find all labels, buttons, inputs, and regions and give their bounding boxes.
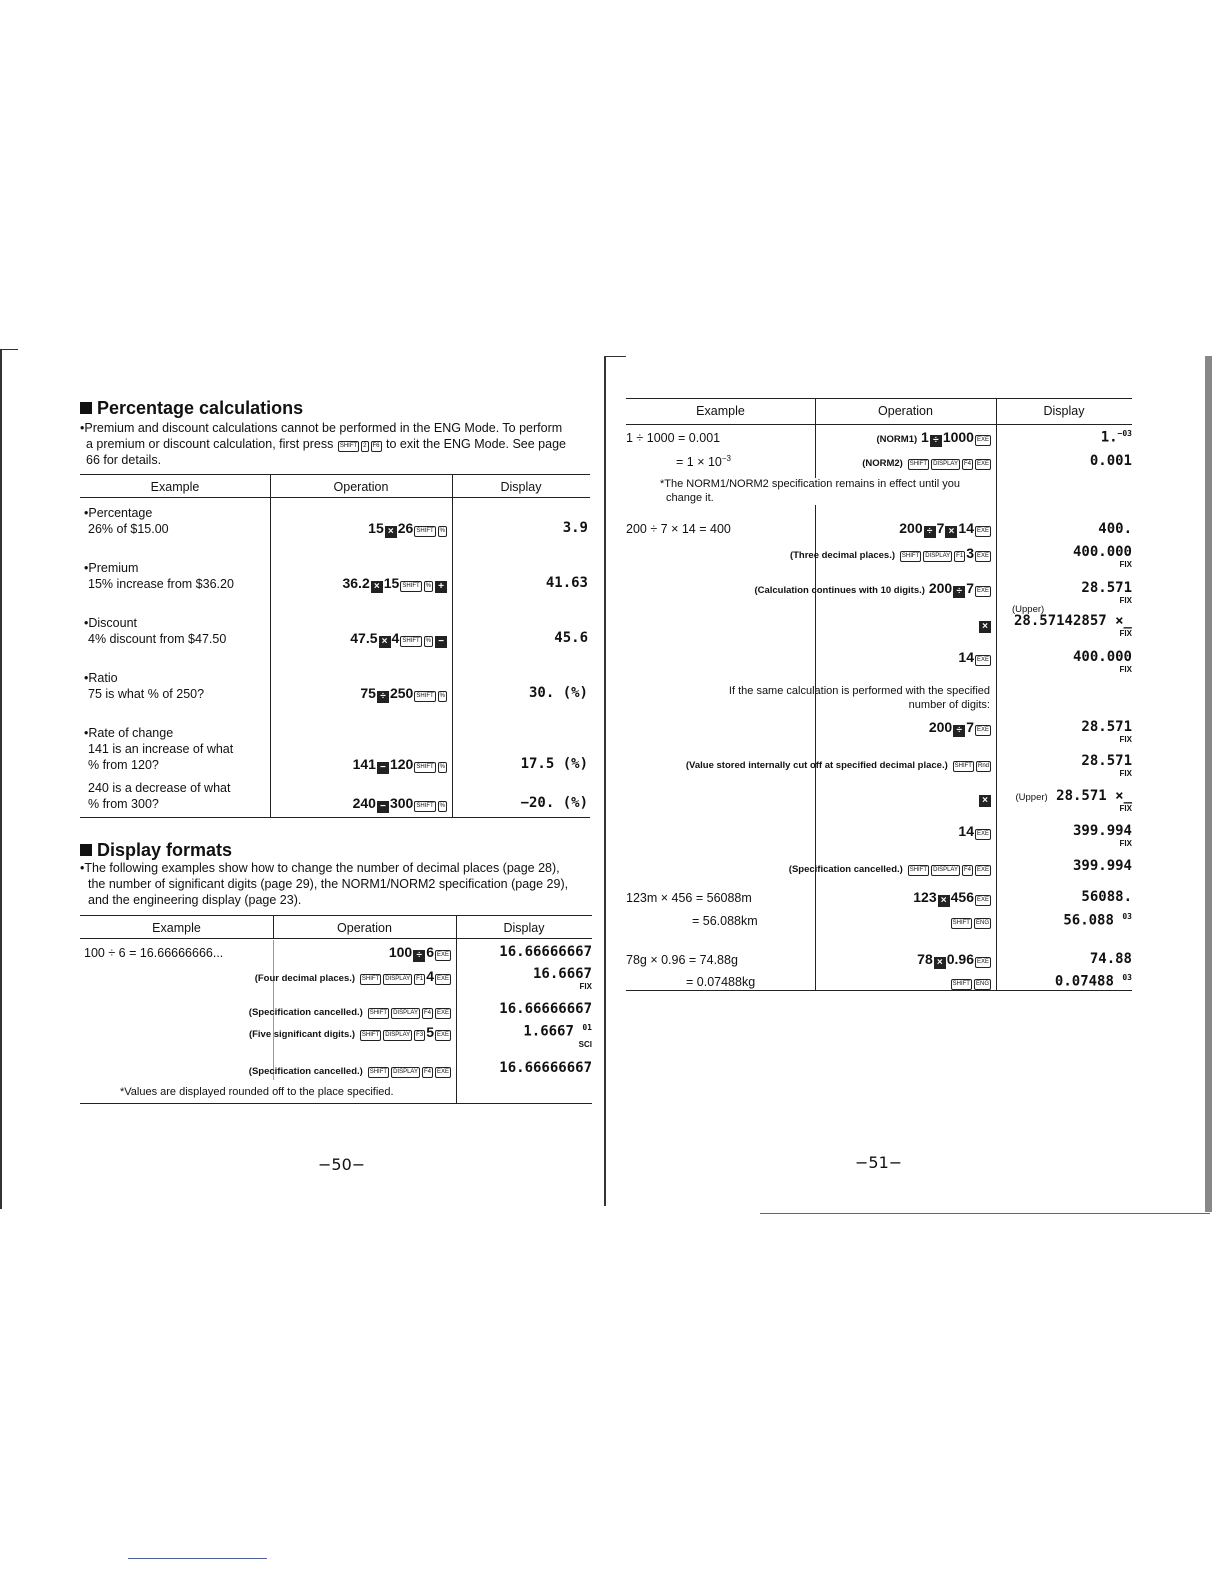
r9-display: 28.571 FIX	[1081, 753, 1132, 778]
right-bottom-edge	[760, 1213, 1210, 1214]
r16-operation: SHIFT ENG	[818, 973, 992, 990]
left-page-number: −50−	[318, 1155, 366, 1174]
r5-display: 28.571 FIX	[1081, 580, 1132, 605]
pct-example-text: 26% of $15.00	[88, 522, 169, 536]
bottom-blue-line	[128, 1558, 267, 1559]
r14-example: = 56.088km	[692, 914, 758, 928]
r1-operation: (NORM1) 1 ÷ 1000 EXE	[876, 429, 989, 446]
fmt-disp-3: 1.6667 $^{01}$ SCI	[523, 1023, 592, 1049]
r6-display: 28.57142857 ×_ FIX	[1013, 613, 1132, 638]
r3-display: 400.	[1098, 521, 1132, 537]
pct-display: 3.9	[562, 520, 588, 536]
left-page-edge	[0, 349, 2, 1209]
premium-example-text: 15% increase from $36.20	[88, 577, 234, 591]
fmt-op-1: (Four decimal places.) SHIFT DISPLAY F1 4 EXE	[254, 968, 449, 984]
same-calc-note-a: If the same calculation is performed with the specified	[728, 685, 990, 697]
fmt-disp-4: 16.66666667	[499, 1060, 592, 1076]
r6-operation: ×	[818, 615, 992, 633]
decrease-display: −20. (%)	[520, 795, 588, 811]
same-calc-note-b: number of digits:	[908, 699, 990, 711]
ratio-example-title: •Ratio	[84, 671, 118, 685]
r5-operation: (Calculation continues with 10 digits.) 200 ÷ 7 EXE	[754, 580, 989, 597]
r2-operation: (NORM2) SHIFT DISPLAY F4 EXE	[862, 458, 989, 469]
r10-display: (Upper) 28.571 ×_ FIX	[1015, 788, 1132, 813]
r8-display: 28.571 FIX	[1081, 719, 1132, 744]
decrease-example-text1: 240 is a decrease of what	[88, 781, 231, 795]
discount-display: 45.6	[554, 630, 588, 646]
premium-operation: 36.2 × 15 SHIFT % +	[272, 575, 448, 593]
r7-display: 400.000 FIX	[1072, 649, 1132, 674]
r12-operation: (Specification cancelled.) SHIFT DISPLAY F4 EXE	[788, 864, 989, 875]
r14-display: 56.088 $^{03}$	[1063, 912, 1132, 929]
fmt-op-2: (Specification cancelled.) SHIFT DISPLAY F4 EXE	[248, 1007, 449, 1018]
r2-display: 0.001	[1089, 453, 1132, 469]
norm-note-a: *The NORM1/NORM2 specification remains in effect until you	[660, 478, 960, 490]
r14-operation: SHIFT ENG	[818, 912, 992, 929]
decrease-operation: 240 − 300 SHIFT %	[352, 795, 445, 812]
pct-header-operation: Operation	[333, 480, 389, 494]
right-page-number: −51−	[855, 1153, 903, 1172]
fmt-disp-2: 16.66666667	[499, 1001, 592, 1017]
fmt-op-4: (Specification cancelled.) SHIFT DISPLAY F4 EXE	[248, 1066, 449, 1077]
premium-example-title: •Premium	[84, 561, 139, 575]
r-header-example: Example	[696, 404, 745, 418]
fmt-op-0: 100 ÷ 6 EXE	[388, 944, 449, 961]
fmt-header-example: Example	[152, 921, 201, 935]
fmt-example: 100 ÷ 6 = 16.66666666...	[84, 946, 224, 960]
change-example-text1: 141 is an increase of what	[88, 742, 234, 756]
display-formats-heading: Display formats	[80, 840, 232, 861]
r12-display: 399.994	[1072, 858, 1132, 874]
r15-example: 78g × 0.96 = 74.88g	[626, 953, 738, 967]
r6-upper: (Upper)	[1012, 604, 1045, 615]
change-example-text2: % from 120?	[88, 758, 159, 772]
norm-note-b: change it.	[666, 492, 714, 504]
pct-operation: 15 × 26 SHIFT %	[368, 520, 445, 537]
r15-display: 74.88	[1089, 951, 1132, 967]
gutter-edge	[604, 356, 606, 1206]
discount-example-text: 4% discount from $47.50	[88, 632, 227, 646]
percentage-note: •Premium and discount calculations cannot be performed in the ENG Mode. To perform a premium or discount calculation, first press SHIFT 2 F6 to exit the ENG Mode. See page 66 for details.	[80, 421, 566, 467]
gutter-corner	[604, 356, 626, 357]
r15-operation: 78 × 0.96 EXE	[917, 951, 989, 968]
r7-operation: 14 EXE	[958, 649, 989, 665]
change-display: 17.5 (%)	[520, 756, 588, 772]
r13-operation: 123 × 456 EXE	[913, 889, 989, 906]
right-page-edge	[1205, 356, 1212, 1212]
r9-operation: (Value stored internally cut off at specified decimal place.) SHIFT Rnd	[685, 760, 989, 771]
r8-operation: 200 ÷ 7 EXE	[928, 719, 989, 736]
r3-example: 200 ÷ 7 × 14 = 400	[626, 522, 731, 536]
left-page-corner	[0, 349, 18, 350]
r3-operation: 200 ÷ 7 × 14 EXE	[899, 520, 989, 537]
r11-operation: 14 EXE	[958, 823, 989, 839]
r-header-operation: Operation	[878, 404, 933, 418]
r10-operation: ×	[818, 789, 992, 807]
fmt-disp-1: 16.6667 FIX	[532, 966, 592, 991]
ratio-example-text: 75 is what % of 250?	[88, 687, 205, 701]
fmt-header-operation: Operation	[337, 921, 392, 935]
discount-operation: 47.5 × 4 SHIFT % −	[272, 630, 448, 648]
pct-header-display: Display	[500, 480, 542, 494]
r11-display: 399.994 FIX	[1072, 823, 1132, 848]
r-header-display: Display	[1043, 404, 1085, 418]
r2-example: = $1 \times 10^{-3}$	[676, 454, 731, 470]
percentage-heading: Percentage calculations	[80, 398, 303, 419]
decrease-example-text2: % from 300?	[88, 797, 159, 811]
r13-example: 123m × 456 = 56088m	[626, 891, 752, 905]
r16-example: = 0.07488kg	[686, 975, 756, 989]
display-formats-note: •The following examples show how to change the number of decimal places (page 28), the number of significant digits (page 29), the NORM1/NORM2 specification (page 29), and the engineering display (page 23).	[80, 861, 569, 907]
r16-display: 0.07488 $^{03}$	[1054, 973, 1132, 990]
ratio-operation: 75 ÷ 250 SHIFT %	[360, 685, 445, 702]
pct-header-example: Example	[150, 480, 200, 494]
discount-example-title: •Discount	[84, 616, 138, 630]
r4-display: 400.000 FIX	[1072, 544, 1132, 569]
fmt-disp-0: 16.66666667	[499, 944, 592, 960]
r1-example: 1 ÷ 1000 = 0.001	[626, 431, 721, 445]
fmt-footnote: *Values are displayed rounded off to the place specified.	[120, 1086, 394, 1098]
ratio-display: 30. (%)	[528, 685, 588, 701]
pct-example-title: •Percentage	[84, 506, 153, 520]
r1-display: 1.$^{-03}$	[1100, 429, 1132, 446]
r13-display: 56088.	[1081, 889, 1132, 905]
fmt-op-3: (Five significant digits.) SHIFT DISPLAY F3 5 EXE	[248, 1024, 449, 1040]
premium-display: 41.63	[545, 575, 588, 591]
change-example-title: •Rate of change	[84, 726, 174, 740]
change-operation: 141 − 120 SHIFT %	[352, 756, 445, 773]
fmt-header-display: Display	[503, 921, 545, 935]
r4-operation: (Three decimal places.) SHIFT DISPLAY F1 3 EXE	[789, 545, 989, 561]
